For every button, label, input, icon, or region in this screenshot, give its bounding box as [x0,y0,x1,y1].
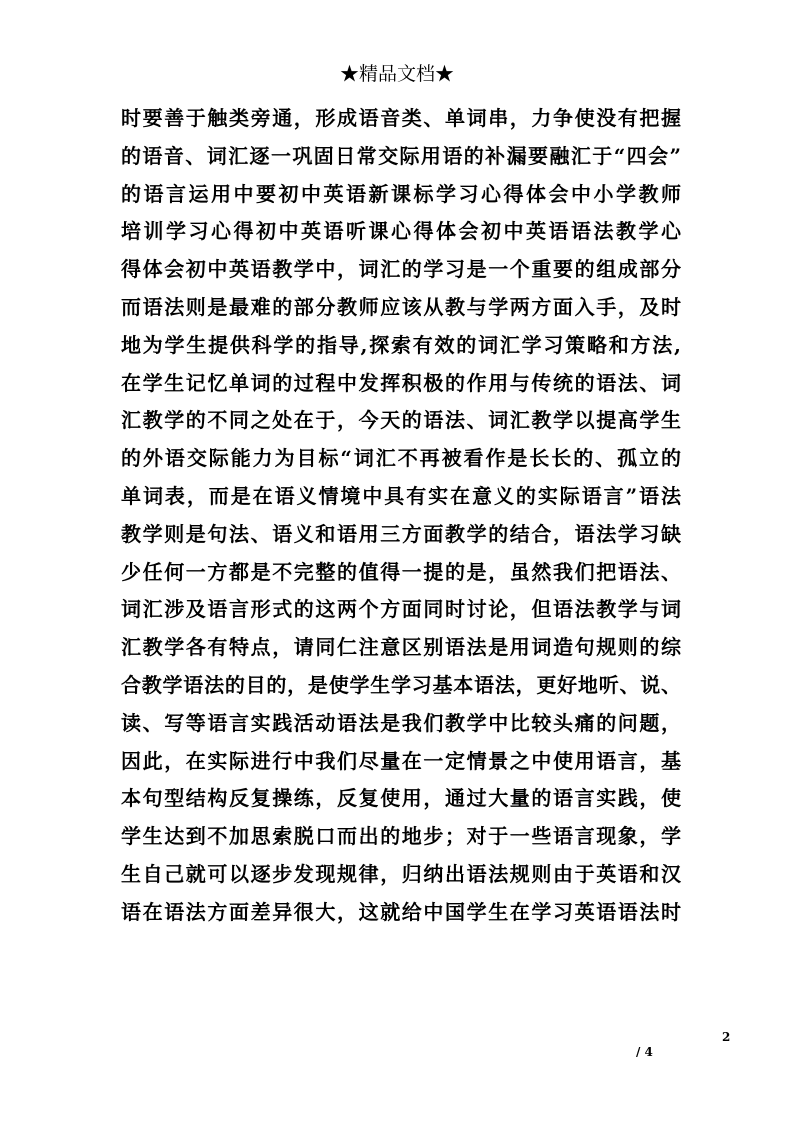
text-line: 少任何一方都是不完整的值得一提的是，虽然我们把语法、 [121,559,681,584]
text-line: 单词表，而是在语义情境中具有实在意义的实际语言”语法 [121,483,681,508]
document-body [121,100,681,932]
text-line: 词汇涉及语言形式的这两个方面同时讨论，但语法教学与词 [121,597,681,622]
text-line: 合教学语法的目的，是使学生学习基本语法，更好地听、说、 [121,672,681,697]
text-line: 地为学生提供科学的指导,探索有效的词汇学习策略和方法, [121,332,681,357]
text-line: 读、写等语言实践活动语法是我们教学中比较头痛的问题， [121,710,681,735]
text-line: 时要善于触类旁通，形成语音类、单词串，力争使没有把握 [121,106,681,130]
text-line: 的外语交际能力为目标“词汇不再被看作是长长的、孤立的 [121,446,681,471]
text-line: 学生达到不加思索脱口而出的地步；对于一些语言现象，学 [121,824,681,849]
text-line: 的语言运用中要初中英语新课标学习心得体会中小学教师 [121,181,681,206]
text-line: 教学则是句法、语义和语用三方面教学的结合，语法学习缺 [121,521,681,546]
text-line: 而语法则是最难的部分教师应该从教与学两方面入手，及时 [121,294,681,319]
text-line: 本句型结构反复操练，反复使用，通过大量的语言实践，使 [121,786,681,811]
text-line: 的语音、词汇逐一巩固日常交际用语的补漏要融汇于“四会” [121,143,681,168]
page-number: 2 [722,1030,731,1044]
text-line: 在学生记忆单词的过程中发挥积极的作用与传统的语法、词 [121,370,681,395]
text-line: 得体会初中英语教学中，词汇的学习是一个重要的组成部分 [121,257,681,282]
page-total: / 4 [636,1045,653,1059]
text-line: 汇教学的不同之处在于，今天的语法、词汇教学以提高学生 [121,408,681,433]
text-line: 因此，在实际进行中我们尽量在一定情景之中使用语言，基 [121,748,681,773]
text-line: 语在语法方面差异很大，这就给中国学生在学习英语语法时 [121,899,681,924]
document-header: ★精品文档★ [339,63,454,85]
text-line: 培训学习心得初中英语听课心得体会初中英语语法教学心 [121,219,681,244]
text-line: 汇教学各有特点，请同仁注意区别语法是用词造句规则的综 [121,635,681,660]
text-line: 生自己就可以逐步发现规律，归纳出语法规则由于英语和汉 [121,861,681,886]
